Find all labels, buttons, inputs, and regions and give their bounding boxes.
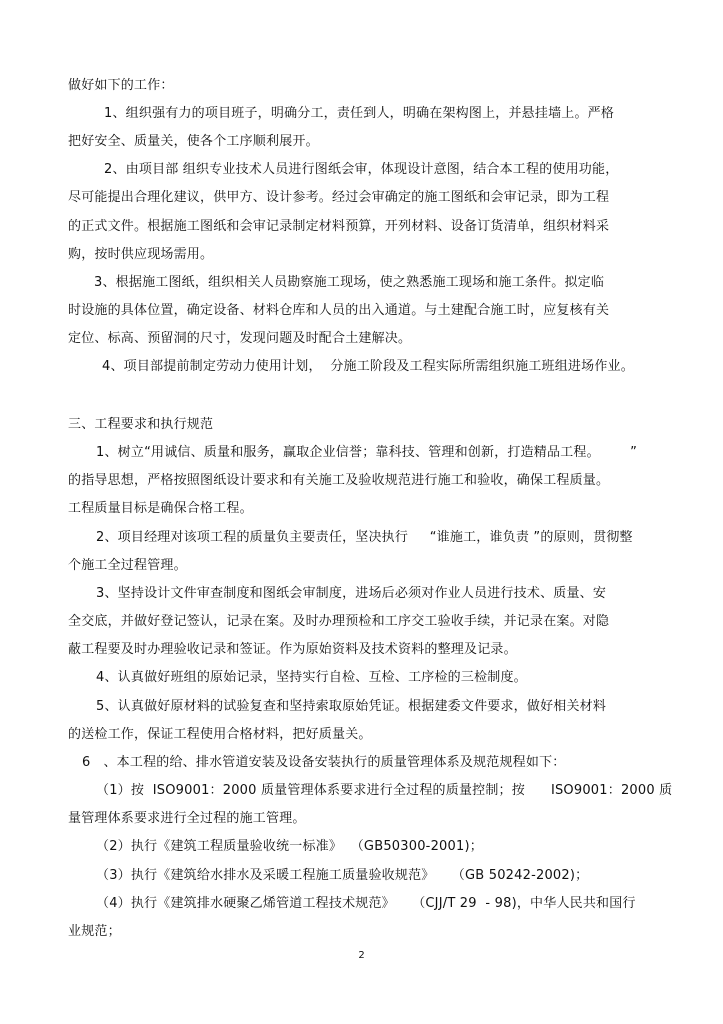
- text-line: 购，按时供应现场需用。: [68, 247, 214, 262]
- text-line: 的指导思想，严格按照图纸设计要求和有关施工及验收规范进行施工和验收，确保工程质量。: [68, 473, 610, 488]
- text-line: 时设施的具体位置，确定设备、材料仓库和人员的出入通道。与土建配合施工时，应复核有关: [68, 303, 610, 318]
- text-line: 2、项目经理对该项工程的质量负主要责任，坚决执行 “谁施工，谁负责 ”的原则，贯彻整: [96, 530, 633, 545]
- text-line: （1）按 ISO9001：2000 质量管理体系要求进行全过程的质量控制；按 ISO9001：2000 质: [96, 783, 673, 798]
- text-line: 5、认真做好原材料的试验复查和坚持索取原始凭证。根据建委文件要求，做好相关材料: [96, 699, 607, 714]
- text-line: 1、树立“用诚信、质量和服务，赢取企业信誉；靠科技、管理和创新，打造精品工程。 ”: [96, 445, 638, 460]
- text-line: 业规范；: [68, 924, 121, 939]
- text-line: 2、由项目部 组织专业技术人员进行图纸会审，体现设计意图，结合本工程的使用功能，: [104, 162, 619, 177]
- text-line: （3）执行《建筑给水排水及采暖工程施工质量验收规范》 （GB 50242-2002)；: [96, 868, 589, 883]
- text-line: 尽可能提出合理化建议，供甲方、设计参考。经过会审确定的施工图纸和会审记录，即为工程: [68, 190, 610, 205]
- text-line: 6 、本工程的给、排水管道安装及设备安装执行的质量管理体系及规范规程如下：: [82, 755, 566, 770]
- text-line: 1、组织强有力的项目班子，明确分工，责任到人，明确在架构图上，并悬挂墙上。严格: [104, 106, 615, 121]
- text-line: 的送检工作，保证工程使用合格材料，把好质量关。: [68, 727, 372, 742]
- text-line: （4）执行《建筑排水硬聚乙烯管道工程技术规范》 （CJJ/T 29 - 98)，中华人民共和国行: [96, 896, 636, 911]
- text-line: 全交底，并做好登记签认，记录在案。及时办理预检和工序交工验收手续，并记录在案。对隐: [68, 614, 610, 629]
- text-line: 工程质量目标是确保合格工程。: [68, 501, 253, 516]
- text-line: （2）执行《建筑工程质量验收统一标准》 （GB50300-2001)；: [96, 839, 483, 854]
- text-line: 量管理体系要求进行全过程的施工管理。: [68, 811, 306, 826]
- text-line: 3、根据施工图纸，组织相关人员勘察施工现场，使之熟悉施工现场和施工条件。拟定临: [94, 275, 605, 290]
- text-line: 3、坚持设计文件审查制度和图纸会审制度，进场后必须对作业人员进行技术、质量、安: [96, 586, 607, 601]
- text-line: 个施工全过程管理。: [68, 558, 187, 573]
- text-line: 定位、标高、预留洞的尺寸，发现问题及时配合土建解决。: [68, 331, 412, 346]
- text-line: 把好安全、质量关，使各个工序顺利展开。: [68, 134, 319, 149]
- text-line: 4、认真做好班组的原始记录，坚持实行自检、互检、工序检的三检制度。: [96, 670, 527, 685]
- text-line: 4、项目部提前制定劳动力使用计划， 分施工阶段及工程实际所需组织施工班组进场作业。: [102, 359, 634, 374]
- text-line: 蔽工程要及时办理验收记录和签证。作为原始资料及技术资料的整理及记录。: [68, 642, 517, 657]
- text-line: 的正式文件。根据施工图纸和会审记录制定材料预算，开列材料、设备订货清单，组织材料采: [68, 219, 610, 234]
- section-heading: 三、工程要求和执行规范: [68, 417, 214, 432]
- text-line: 做好如下的工作：: [68, 78, 174, 93]
- page-number: 2: [358, 950, 365, 961]
